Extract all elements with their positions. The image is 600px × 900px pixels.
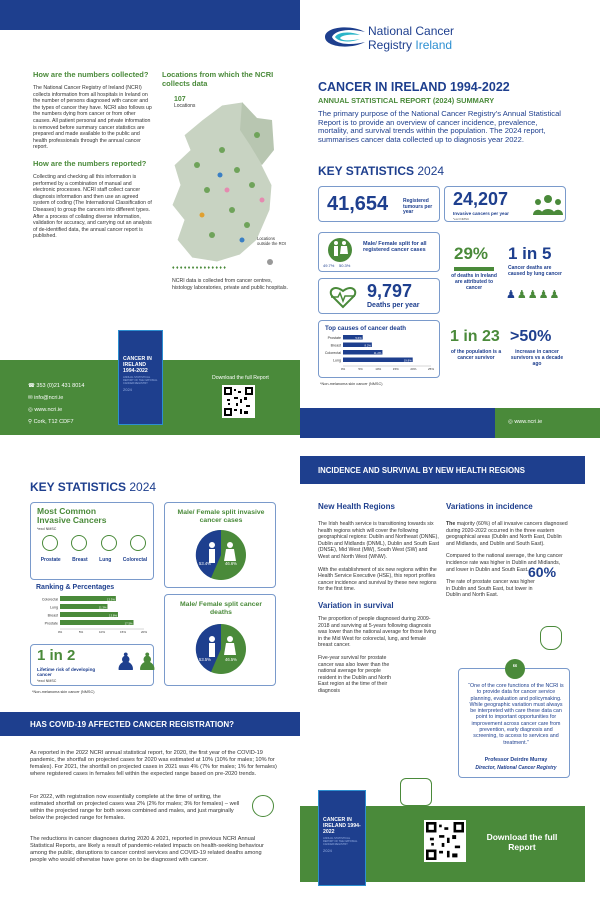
globe-icon: ◎ [28, 407, 35, 413]
p2-report-cover-title: CANCER IN IRELAND 1994-2022 [323, 817, 361, 835]
chart-value-label: 13.8% [109, 613, 117, 618]
split-deaths-female: 46.5% [225, 657, 237, 662]
variation-incidence-p2: Compared to the national average, the lung cancer incidence rate was higher in Dublin and Midlands, and lower in Dublin and South East. [446, 553, 563, 573]
chart-tick-label: 15% [119, 630, 127, 634]
ranking-chart [30, 594, 154, 640]
increase-tile [508, 326, 566, 376]
variation-incidence-p1: The majority (60%) of all invasive cancers diagnosed during 2020-2022 occurred in the three eastern geographical areas (Dublin and North East, Dublin and Midlands, and Dublin and South East). [446, 521, 568, 547]
lifetime-people-icons [115, 649, 158, 677]
logo-line1: National Cancer [368, 24, 455, 38]
survivor-value: 1 in 23 [450, 328, 500, 345]
chart-category-label: Lung [333, 358, 341, 363]
qr-code[interactable] [222, 385, 255, 418]
quote-mark-icon: “ [505, 659, 525, 679]
qr-icon [426, 822, 464, 860]
new-regions-p2: With the establishment of six new regions within the Health Service Executive (HSE), this report profiles cancer incidence and survival by these new regions for the first time. [318, 566, 437, 593]
chart-category-label: Colorectal [324, 351, 341, 355]
chart-tick-label: 10% [375, 367, 382, 371]
contact-web[interactable]: ◎ www.ncri.ie [28, 407, 63, 413]
contact-email[interactable]: ✉ info@ncri.ie [28, 395, 64, 401]
invasive-tile [444, 186, 566, 222]
incidence-banner-text: INCIDENCE AND SURVIVAL BY NEW HEALTH REGIONS [318, 466, 525, 475]
people-group-icon [533, 193, 563, 217]
registered-label: Registered tumours per year [403, 198, 433, 216]
lifetime-value: 1 in 2 [37, 647, 76, 664]
covid-p3: The reductions in cancer diagnoses during 2020 & 2021, reported in previous NCRI Annual Statistical Reports, are likely a result of pandemic-related impacts on health-seeking behaviour among the public, disruptions to cancer control services and COVID-19 related deaths among people who would otherwise have gone on to be diagnosed with cancer. [30, 836, 264, 863]
chart-tick-label: 0% [57, 630, 63, 634]
variation-incidence-big: 60% [528, 564, 557, 580]
ranking-section [30, 582, 154, 642]
chart-tick-label: 20% [410, 367, 417, 371]
chart-category-label: Breast [330, 343, 341, 348]
chart-value-label: 13.3% [106, 597, 115, 602]
p2-qr-code[interactable] [424, 820, 466, 862]
lung-label: Cancer deaths are caused by lung cancer [508, 265, 562, 277]
cancer-icons-row [35, 535, 153, 551]
p2-report-cover-year: 2024 [323, 848, 332, 853]
variation-survival-p1: The proportion of people diagnosed during 2009-2018 and surviving at 5-years following diagnosis was lower than the national average for those living in the Mid West for colorectal, lung, and female breast cancer. [318, 615, 436, 649]
ncri-logo-icon [320, 22, 370, 52]
chart-tick-label: 0% [340, 367, 346, 371]
new-regions-p1: The Irish health service is transitioning towards six health regions which will cover the following geographical regions: Dublin and Northeast (DNNE), Dublin and Midlands (DNML), Dublin and South East (DNSE), Mid West (MW), South West (SW) and West and North West (WNW). [318, 521, 440, 560]
report-cover[interactable] [118, 330, 163, 425]
ireland-map [162, 90, 282, 280]
chart-tick-label: 5% [358, 367, 363, 371]
split-cases-pie [195, 529, 247, 581]
quote-text: “One of the core functions of the NCRI is to provide data for cancer service planning, evaluation and policymaking. While geographic variation must always be interpreted with care these data can point to important opportunities for improvement across cancer care from prevention, early diagnosis and screening, to access to services and treatment.” [468, 683, 564, 746]
deaths-pct-label: of deaths in Ireland are attributed to cancer [451, 273, 497, 291]
incidence-banner [300, 456, 585, 484]
variation-incidence-p3: The rate of prostate cancer was higher in Dublin and South East, but lower in Dublin and North East. [446, 579, 535, 599]
male-female-icon [327, 237, 353, 263]
chart-tick-label: 25% [427, 367, 435, 371]
most-common-note: *excl NMSC [37, 527, 57, 531]
locations-count-label: Locations [174, 103, 196, 109]
nmsc-note: *Non-melanoma skin cancer (NMSC) [32, 690, 95, 694]
download-label[interactable]: Download the full Report [212, 375, 269, 381]
deaths-tile [318, 278, 440, 314]
contact-address: ⚲ Cork, T12 CDF7 [28, 419, 74, 425]
top-banner [0, 0, 300, 30]
locations-footer: NCRI data is collected from cancer centres, histology laboratories, private and public hospitals. [172, 278, 288, 291]
covid-p1: As reported in the 2022 NCRI annual statistical report, for 2020, the first year of the COVID-19 pandemic, the shortfall on projected cases for 2020 was estimated at 10% (10% for males; 10% for females). For 2021, the shortfall on projected cases in 2021 was 4% (7% for males; 1% for females) where registered cases in females fell within the expected range based on pre-2020 trends. [30, 750, 277, 777]
email-icon: ✉ [28, 395, 35, 401]
survivor-tile [448, 326, 504, 376]
survivor-label: of the population is a cancer survivor [450, 349, 502, 361]
deaths-value: 9,797 [367, 281, 413, 301]
deaths-pct-tile [448, 236, 500, 300]
location-pins-icon [400, 778, 432, 806]
key-stats-heading: KEY STATISTICS 2024 [318, 164, 445, 178]
split-cases-tile [164, 502, 276, 588]
search-magnify-icon [252, 795, 274, 817]
lung-people-icons [506, 288, 560, 301]
chart-category-label: Prostate [327, 336, 341, 340]
p2-report-cover[interactable] [318, 790, 366, 886]
person-icon: ♟ [549, 289, 561, 301]
report-cover-title: CANCER IN IRELAND 1994-2022 [123, 356, 152, 374]
increase-value: >50% [510, 328, 552, 345]
chart-tick-label: 10% [98, 630, 106, 634]
p2-download-label[interactable]: Download the full Report [486, 832, 558, 852]
chart-tick-label: 5% [78, 630, 84, 634]
ranking-heading: Ranking & Percentages [36, 584, 115, 591]
report-cover-year: 2024 [123, 387, 132, 392]
registered-value: 41,654 [327, 193, 389, 215]
lungs-icon [540, 626, 562, 650]
covid-banner [0, 712, 300, 736]
split-cases-heading: Male/ Female split invasive cancer cases [177, 509, 265, 524]
top-causes-footnote: *Non-melanoma skin cancer (NMSC) [320, 382, 383, 386]
split-deaths-tile [164, 594, 276, 686]
split-tile [318, 232, 440, 272]
breast-icon [71, 535, 87, 551]
variation-incidence-heading: Variations in incidence [446, 502, 533, 511]
chart-value-label: 11.3% [98, 605, 107, 610]
report-cover-sub: ANNUAL STATISTICAL REPORT OF THE NATIONAL CANCER REGISTRY [123, 376, 158, 385]
new-regions-section [318, 502, 440, 694]
quote-box [458, 663, 570, 778]
chart-tick-label: 20% [140, 630, 148, 634]
top-causes-tile [318, 320, 440, 378]
cancer-names-row: Prostate Breast Lung Colorectal [40, 557, 148, 563]
how-reported-heading: How are the numbers reported? [33, 158, 147, 168]
globe-icon: ◎ [508, 419, 515, 425]
prostate-icon [42, 535, 58, 551]
deaths-pct-bar [454, 267, 494, 271]
most-common-heading: Most Common Invasive Cancers [37, 506, 107, 525]
split-label: Male/ Female split for all registered cancer cases [363, 241, 427, 254]
invasive-note: *excl NMSC [453, 217, 470, 221]
registered-tile [318, 186, 440, 222]
invasive-label: Invasive cancers per year [453, 211, 509, 216]
how-collected-section [33, 70, 153, 240]
quote-role: Director, National Cancer Registry [475, 765, 557, 771]
variation-survival-heading: Variation in survival [318, 600, 394, 610]
split-deaths-pie [195, 623, 247, 675]
colorectal-icon [130, 535, 146, 551]
invasive-value: 24,207 [453, 189, 509, 209]
person-icon: ♟ [527, 289, 539, 301]
locations-outside-label: Locations outside the ROI [257, 236, 287, 246]
deaths-pct-value: 29% [454, 244, 489, 263]
lifetime-tile [30, 644, 159, 686]
location-dots-row: ♦♦♦♦♦♦♦♦♦♦♦♦♦♦ [172, 265, 228, 271]
how-reported-body: Collecting and checking all this information is performed by a combination of manual and electronic processes. NCRI staff collect cancer diagnosis information and then use an agreed system of coding (The International Classification of Diseases) to group the cancers into different types. After a process of collating diverse information, validation for accuracy, and carrying out an analysis of de-identified data, the annual cancer report is published. [33, 173, 152, 240]
qr-icon [224, 387, 253, 416]
ncri-logo [320, 20, 480, 60]
variation-incidence-section [446, 502, 570, 599]
lifetime-note: *excl NMSC [37, 679, 57, 683]
locations-count: 107 [174, 96, 186, 103]
how-collected-heading: How are the numbers collected? [33, 70, 149, 79]
p2-key-stats-heading: KEY STATISTICS 2024 [30, 480, 157, 494]
report-title: CANCER IN IRELAND 1994-2022 [318, 80, 510, 94]
chart-category-label: Breast [47, 613, 58, 618]
chart-value-label: 11.2% [373, 350, 382, 355]
contact-phone[interactable]: ☎ 353 (0)21 431 8014 [28, 383, 85, 389]
report-intro: The primary purpose of the National Cancer Registry’s Annual Statistical Report is to provide an overview of cancer incidence, prevalence, mortality, and survival trends within the population. The 2024 report, summarises cancer data collected up to diagnosis year 2022. [318, 109, 561, 144]
person-icon: ♟ [538, 289, 550, 301]
quote-author: Professor Deirdre Murray [484, 757, 548, 763]
chart-value-label: 19.8% [403, 358, 412, 363]
covid-p2: For 2022, with registration now essentially complete at the time of writing, the estimated shortfall on projected cases was 2% (2% for males; 3% for females) – well within the projected range for both sexes combined and males, and just marginally below the projected range for females. [30, 794, 240, 821]
deaths-label: Deaths per year [367, 302, 420, 309]
footer-web[interactable]: ◎ www.ncri.ie [508, 419, 543, 425]
top-causes-chart [321, 333, 439, 377]
covid-heading: HAS COVID-19 AFFECTED CANCER REGISTRATION? [30, 720, 235, 729]
split-male-value: 49.7% [323, 263, 335, 268]
lung-value: 1 in 5 [508, 244, 552, 263]
logo-line2: Registry Ireland [368, 38, 453, 52]
person-icon: ♟ [516, 289, 528, 301]
phone-icon: ☎ [28, 383, 37, 389]
top-causes-heading: Top causes of cancer death [325, 325, 407, 332]
chart-value-label: 5.6% [355, 335, 362, 340]
chart-category-label: Colorectal [41, 597, 58, 602]
report-subtitle: ANNUAL STATISTICAL REPORT (2024) SUMMARY [318, 96, 495, 105]
most-common-tile [30, 502, 154, 580]
new-regions-heading: New Health Regions [318, 502, 395, 511]
how-collected-body: The National Cancer Registry of Ireland (NCRI) collects information from all hospitals in Ireland on the number of persons diagnosed with cancer and the types of cancer they have. NCRI also follows up the numbers dying from cancer or from other causes. All patient personal and private information is removed before summary cancer statistics are prepared and made available to the public and health professionals through the annual cancer report. [33, 85, 152, 151]
chart-value-label: 8.2% [364, 343, 371, 348]
split-deaths-male: 53.5% [199, 657, 211, 662]
split-female-value: 50.3% [339, 263, 351, 268]
person-icon: ♟ [506, 289, 517, 301]
split-deaths-heading: Male/ Female split cancer deaths [180, 601, 262, 616]
chart-bar [343, 358, 413, 363]
woman-icon: ♟ [136, 649, 159, 676]
man-icon: ♟ [115, 649, 137, 676]
split-cases-female: 46.6% [225, 561, 237, 566]
locations-heading: Locations from which the NCRI collects data [162, 70, 274, 88]
lung-icon [101, 535, 117, 551]
locations-section [162, 70, 288, 291]
location-pin-icon: ⚲ [28, 419, 34, 425]
increase-label: increase in cancer survivors vs a decade ago [510, 349, 564, 367]
chart-category-label: Lung [50, 605, 58, 610]
lifetime-label: Lifetime risk of developing cancer [37, 667, 96, 678]
p2-report-cover-sub: ANNUAL STATISTICAL REPORT OF THE NATIONAL CANCER REGISTRY [323, 837, 358, 846]
chart-tick-label: 15% [392, 367, 399, 371]
split-cases-male: 53.4% [199, 561, 211, 566]
chart-value-label: 17.5% [124, 621, 133, 626]
chart-category-label: Prostate [44, 621, 58, 626]
heartbeat-icon [329, 285, 357, 309]
lung-tile [504, 236, 566, 316]
variation-survival-p2: Five-year survival for prostate cancer was also lower than the national average for people resident in the Dublin and North East region at the time of their diagnosis [318, 654, 391, 694]
chart-bar [60, 620, 134, 625]
contact-list [28, 380, 128, 428]
